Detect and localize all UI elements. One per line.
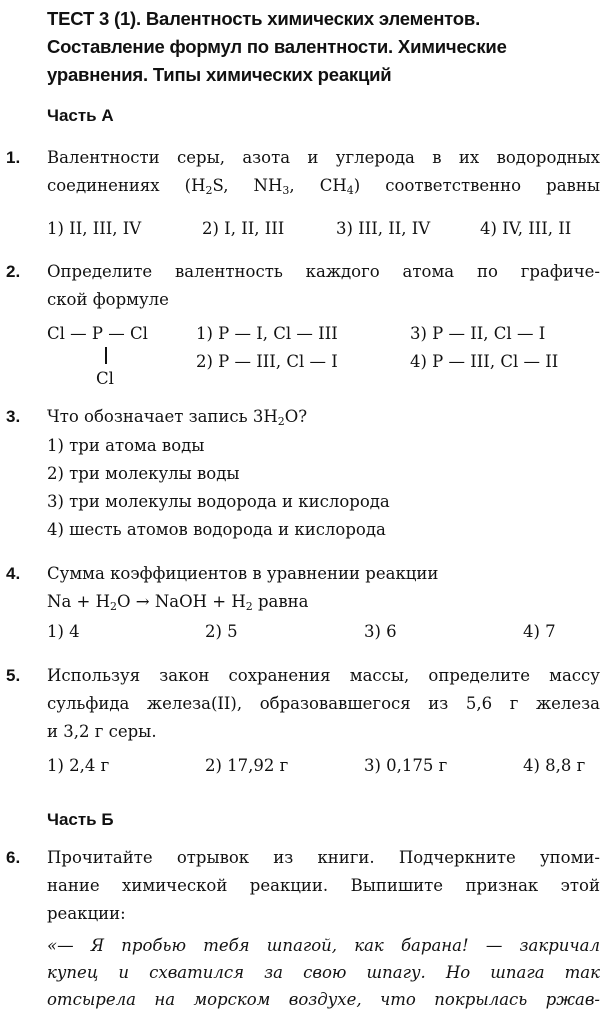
q6-quote-line-3: отсырела на морском воздухе, что покрылась ржав- <box>47 990 600 1009</box>
q1-text-a: соединениях (H <box>47 176 206 195</box>
question-5-line-1: Используя закон сохранения массы, определите массу <box>47 666 600 685</box>
part-a-heading: Часть А <box>47 106 114 125</box>
q2-formula-bottom: Cl <box>96 369 114 388</box>
part-b-heading: Часть Б <box>47 810 114 829</box>
question-4-equation <box>47 592 309 612</box>
q2-answer-3: 3) P — II, Cl — I <box>410 324 546 343</box>
question-2-number: 2. <box>6 262 21 281</box>
question-1-number: 1. <box>6 148 21 167</box>
q4-text-b: O → NaOH + H <box>116 592 246 611</box>
q1-text-b: S, NH <box>212 176 283 195</box>
q1-sub-2: 3 <box>282 184 290 197</box>
q1-answer-2: 2) I, II, III <box>202 219 285 238</box>
question-3-line <box>47 407 307 427</box>
q3-answer-1: 1) три атома воды <box>47 436 205 455</box>
q6-quote-line-1: «— Я пробью тебя шпагой, как барана! — закричал <box>47 936 600 955</box>
question-6-line-2: нание химической реакции. Выпишите признак этой <box>47 876 600 895</box>
q4-answer-3: 3) 6 <box>364 622 397 641</box>
title-line-3: уравнения. Типы химических реакций <box>47 64 392 85</box>
q1-answer-4: 4) IV, III, II <box>480 219 572 238</box>
q3-text-a: Что обозначает запись 3H <box>47 407 278 426</box>
q5-answer-2: 2) 17,92 г <box>205 756 289 775</box>
q3-answer-3: 3) три молекулы водорода и кислорода <box>47 492 390 511</box>
q4-text-a: Na + H <box>47 592 110 611</box>
q4-sub-2: 2 <box>245 600 253 613</box>
q4-text-c: равна <box>252 592 309 611</box>
q1-text-c: , CH <box>289 176 347 195</box>
q2-formula-top: Cl — P — Cl <box>47 324 148 343</box>
q2-answer-4: 4) P — III, Cl — II <box>410 352 559 371</box>
q1-answer-1: 1) II, III, IV <box>47 219 142 238</box>
title-line-1: ТЕСТ 3 (1). Валентность химических элементов. <box>47 8 481 29</box>
question-1-line-2 <box>47 176 600 196</box>
q2-formula-bond <box>105 347 107 364</box>
q5-answer-4: 4) 8,8 г <box>523 756 586 775</box>
question-3-number: 3. <box>6 407 21 426</box>
q5-answer-3: 3) 0,175 г <box>364 756 448 775</box>
question-6-number: 6. <box>6 848 21 867</box>
q3-sub: 2 <box>277 415 285 428</box>
q1-sub-1: 2 <box>205 184 213 197</box>
question-5-number: 5. <box>6 666 21 685</box>
q1-answer-3: 3) III, II, IV <box>336 219 431 238</box>
question-4-line-1: Сумма коэффициентов в уравнении реакции <box>47 564 439 583</box>
question-6-line-1: Прочитайте отрывок из книги. Подчеркните упоми- <box>47 848 600 867</box>
q5-answer-1: 1) 2,4 г <box>47 756 110 775</box>
question-2-line-1: Определите валентность каждого атома по графиче- <box>47 262 600 281</box>
question-1-line-1: Валентности серы, азота и углерода в их водородных <box>47 148 600 167</box>
q2-answer-2: 2) P — III, Cl — I <box>196 352 338 371</box>
q4-answer-1: 1) 4 <box>47 622 80 641</box>
question-2-line-2: ской формуле <box>47 290 169 309</box>
q1-sub-3: 4 <box>346 184 354 197</box>
q2-answer-1: 1) P — I, Cl — III <box>196 324 338 343</box>
title-line-2: Составление формул по валентности. Химические <box>47 36 507 57</box>
page-title <box>47 5 607 89</box>
question-4-number: 4. <box>6 564 21 583</box>
q4-answer-2: 2) 5 <box>205 622 238 641</box>
q3-text-b: O? <box>284 407 308 426</box>
question-5-line-3: и 3,2 г серы. <box>47 722 157 741</box>
q3-answer-4: 4) шесть атомов водорода и кислорода <box>47 520 386 539</box>
q3-answer-2: 2) три молекулы воды <box>47 464 240 483</box>
q1-text-d: ) соответственно равны <box>353 176 600 195</box>
q4-sub-1: 2 <box>109 600 117 613</box>
question-5-line-2: сульфида железа(II), образовавшегося из 5,6 г железа <box>47 694 600 713</box>
q4-answer-4: 4) 7 <box>523 622 556 641</box>
q6-quote-line-2: купец и схватился за свою шпагу. Но шпага так <box>47 963 600 982</box>
question-6-line-3: реакции: <box>47 904 126 923</box>
